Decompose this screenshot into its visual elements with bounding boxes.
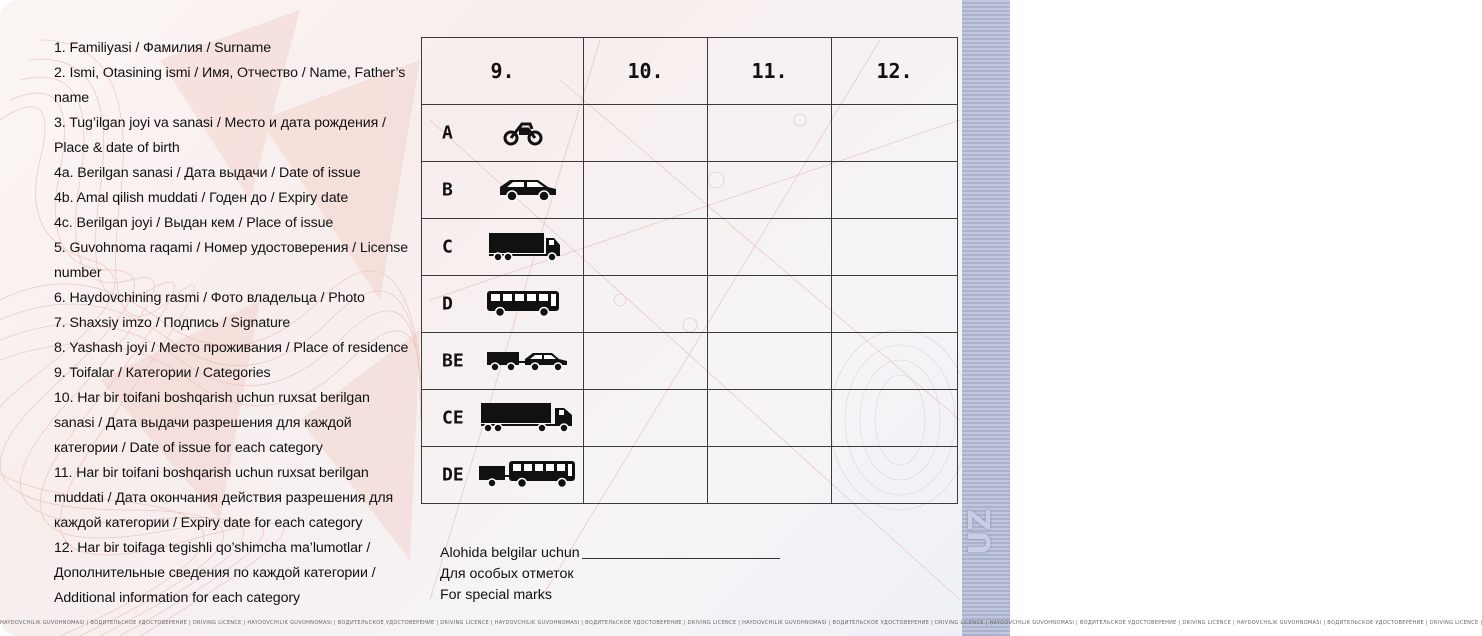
expiry-cell bbox=[708, 105, 832, 162]
legend-item: 8. Yashash joyi / Место проживания / Place of residence bbox=[54, 340, 409, 356]
microprint-line bbox=[0, 620, 1482, 632]
special-marks-en: For special marks bbox=[440, 587, 552, 603]
date-issue-cell bbox=[584, 162, 708, 219]
car-with-trailer-icon bbox=[486, 349, 568, 373]
expiry-cell bbox=[708, 447, 832, 504]
category-code: B bbox=[442, 179, 453, 201]
bus-icon bbox=[486, 290, 560, 318]
special-marks-uz: Alohida belgilar uchun bbox=[440, 545, 580, 561]
category-code: CE bbox=[442, 407, 464, 429]
legend-item: 1. Familiyasi / Фамилия / Surname bbox=[54, 40, 271, 56]
header-cell: 9. bbox=[422, 38, 584, 105]
legend-item: 11. Har bir toifani boshqarish uchun ruxsat berilgan muddati / Дата окончания действия разрешения для каждой категории / Expiry date for each category bbox=[54, 465, 394, 531]
category-cell bbox=[422, 276, 584, 333]
legend-item: 2. Ismi, Otasining ismi / Имя, Отчество / Name, Father’s name bbox=[54, 65, 406, 106]
header-cell: 12. bbox=[832, 38, 958, 105]
category-code: BE bbox=[442, 350, 464, 372]
date-issue-cell bbox=[584, 390, 708, 447]
category-code: DE bbox=[442, 464, 464, 486]
category-code: D bbox=[442, 293, 453, 315]
table-row bbox=[422, 390, 958, 447]
bus-with-trailer-icon bbox=[478, 460, 576, 490]
microprint-text: HAYDOVCHILIK GUVOHNOMASI | ВОДИТЕЛЬСКОЕ УДОСТОВЕРЕНИЕ | DRIVING LICENCE | bbox=[494, 620, 743, 626]
special-marks-line bbox=[582, 558, 780, 559]
category-cell bbox=[422, 333, 584, 390]
legend-item: 10. Har bir toifani boshqarish uchun ruxsat berilgan sanasi / Дата выдачи разрешения для каждой категории / Date of issue for each category bbox=[54, 390, 370, 456]
truck-with-trailer-icon bbox=[480, 402, 574, 434]
legend-item: 3. Tug’ilgan joyi va sanasi / Место и дата рождения / Place & date of birth bbox=[54, 115, 386, 156]
category-cell bbox=[422, 447, 584, 504]
category-cell bbox=[422, 219, 584, 276]
additional-info-cell bbox=[832, 219, 958, 276]
field-legend bbox=[54, 36, 414, 611]
date-issue-cell bbox=[584, 333, 708, 390]
microprint-text: HAYDOVCHILIK GUVOHNOMASI | ВОДИТЕЛЬСКОЕ УДОСТОВЕРЕНИЕ | DRIVING LICENCE | bbox=[1236, 620, 1482, 626]
additional-info-cell bbox=[832, 105, 958, 162]
expiry-cell bbox=[708, 333, 832, 390]
table-row bbox=[422, 447, 958, 504]
category-cell bbox=[422, 105, 584, 162]
motorcycle-icon bbox=[504, 120, 542, 146]
special-marks-ru: Для особых отметок bbox=[440, 566, 574, 582]
table-header-row bbox=[422, 38, 958, 105]
legend-item: 4a. Berilgan sanasi / Дата выдачи / Date of issue bbox=[54, 165, 361, 181]
microprint-text: HAYDOVCHILIK GUVOHNOMASI | ВОДИТЕЛЬСКОЕ УДОСТОВЕРЕНИЕ | DRIVING LICENCE | bbox=[989, 620, 1237, 626]
microprint-text: HAYDOVCHILIK GUVOHNOMASI | ВОДИТЕЛЬСКОЕ УДОСТОВЕРЕНИЕ | DRIVING LICENCE | bbox=[247, 620, 495, 626]
table-row bbox=[422, 162, 958, 219]
category-code: C bbox=[442, 236, 453, 258]
header-cell: 10. bbox=[584, 38, 708, 105]
table-row bbox=[422, 276, 958, 333]
date-issue-cell bbox=[584, 105, 708, 162]
expiry-cell bbox=[708, 162, 832, 219]
legend-item: 5. Guvohnoma raqami / Номер удостоверения / License number bbox=[54, 240, 409, 281]
table-row bbox=[422, 105, 958, 162]
additional-info-cell bbox=[832, 447, 958, 504]
legend-item: 12. Har bir toifaga tegishli qo’shimcha ma’lumotlar / Дополнительные сведения по каждой категории / Additional information for each category bbox=[54, 540, 376, 606]
legend-item: 7. Shaxsiy imzo / Подпись / Signature bbox=[54, 315, 291, 331]
date-issue-cell bbox=[584, 276, 708, 333]
legend-item: 4b. Amal qilish muddati / Годен до / Expiry date bbox=[54, 190, 349, 206]
table-row bbox=[422, 219, 958, 276]
date-issue-cell bbox=[584, 447, 708, 504]
car-icon bbox=[498, 177, 558, 203]
category-code: A bbox=[442, 122, 453, 144]
uz-stripe-mark: UZ bbox=[963, 508, 998, 556]
microprint-text: HAYDOVCHILIK GUVOHNOMASI | ВОДИТЕЛЬСКОЕ УДОСТОВЕРЕНИЕ | DRIVING LICENCE | bbox=[742, 620, 990, 626]
additional-info-cell bbox=[832, 162, 958, 219]
category-cell bbox=[422, 390, 584, 447]
expiry-cell bbox=[708, 219, 832, 276]
truck-icon bbox=[488, 232, 562, 262]
expiry-cell bbox=[708, 276, 832, 333]
additional-info-cell bbox=[832, 276, 958, 333]
date-issue-cell bbox=[584, 219, 708, 276]
legend-item: 9. Toifalar / Категории / Categories bbox=[54, 365, 271, 381]
additional-info-cell bbox=[832, 390, 958, 447]
expiry-cell bbox=[708, 390, 832, 447]
header-cell: 11. bbox=[708, 38, 832, 105]
categories-table bbox=[421, 37, 958, 504]
category-cell bbox=[422, 162, 584, 219]
special-marks bbox=[440, 543, 580, 606]
microprint-text: HAYDOVCHILIK GUVOHNOMASI | ВОДИТЕЛЬСКОЕ УДОСТОВЕРЕНИЕ | DRIVING LICENCE | bbox=[0, 620, 248, 626]
table-row bbox=[422, 333, 958, 390]
legend-item: 4c. Berilgan joyi / Выдан кем / Place of issue bbox=[54, 215, 334, 231]
additional-info-cell bbox=[832, 333, 958, 390]
legend-item: 6. Haydovchining rasmi / Фото владельца / Photo bbox=[54, 290, 365, 306]
